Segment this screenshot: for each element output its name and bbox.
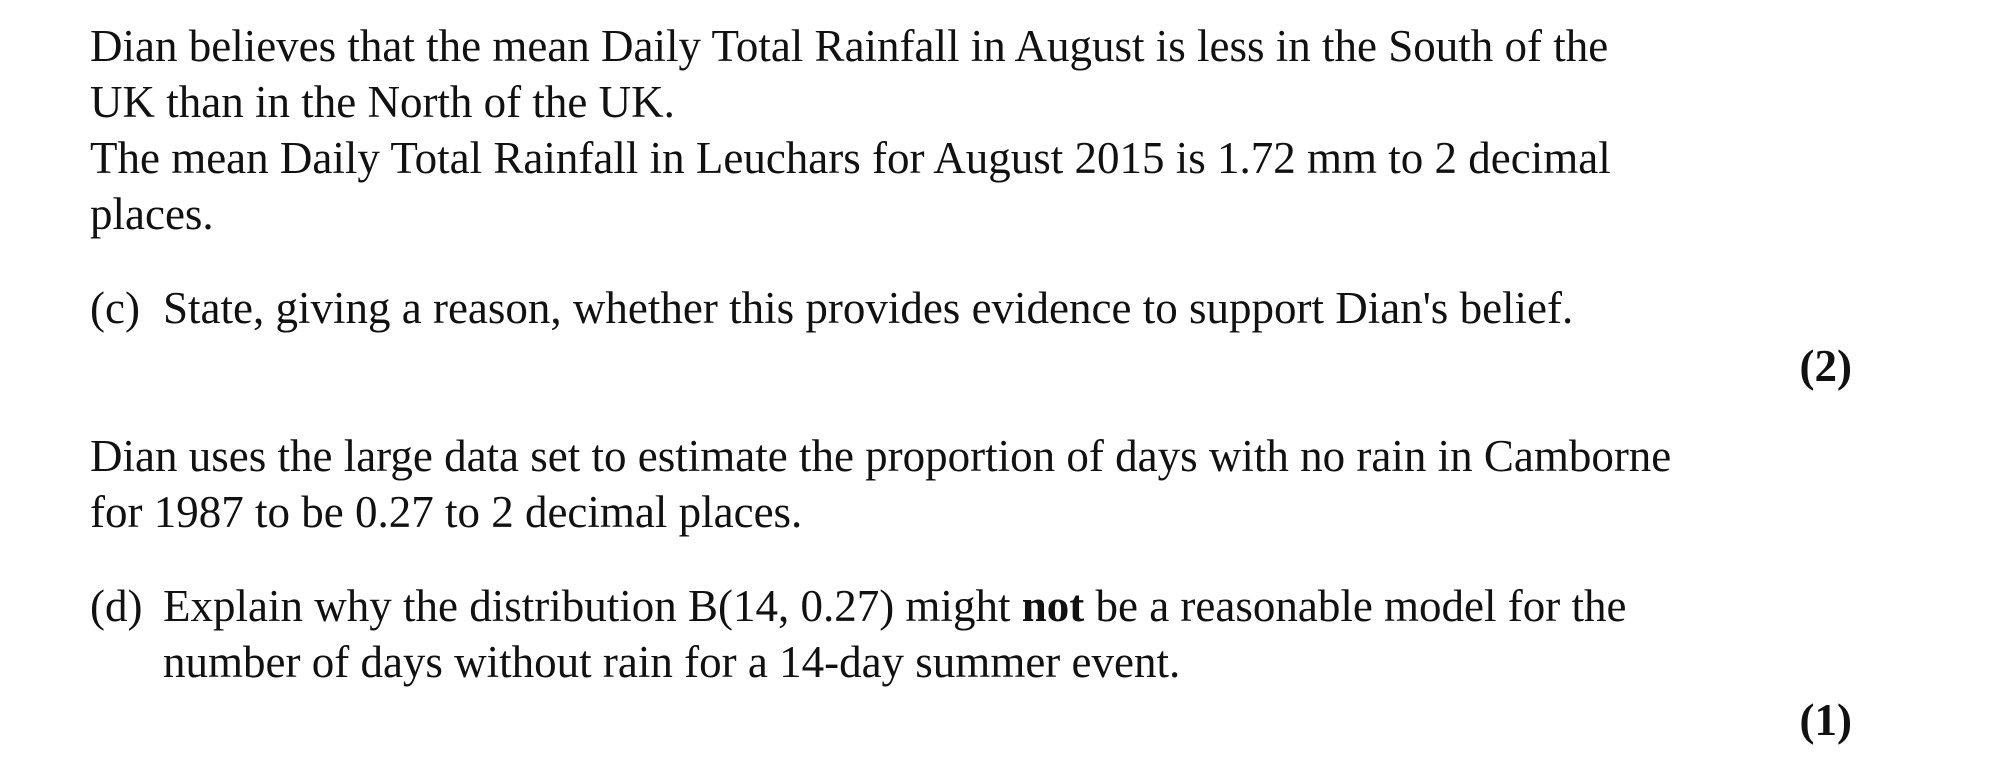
part-d-emphasis: not [1021, 581, 1085, 631]
part-d-label: (d) [90, 581, 143, 631]
intro-line-2: UK than in the North of the UK. [90, 77, 675, 127]
part-d-marks: (1) [1799, 695, 1852, 745]
context-d-line-1: Dian uses the large data set to estimate the proportion of days with no rain in Camborne [90, 431, 1672, 481]
part-c-text: State, giving a reason, whether this provides evidence to support Dian's belief. [163, 283, 1574, 333]
part-d-line-2: number of days without rain for a 14-day summer event. [163, 637, 1181, 687]
intro-line-3: The mean Daily Total Rainfall in Leuchars for August 2015 is 1.72 mm to 2 decimal [90, 133, 1611, 183]
part-d-text-before: Explain why the distribution B(14, 0.27) might [163, 581, 1022, 631]
part-c-marks: (2) [1799, 341, 1852, 391]
part-d-text-after: be a reasonable model for the [1084, 581, 1627, 631]
intro-line-1: Dian believes that the mean Daily Total Rainfall in August is less in the South of the [90, 21, 1609, 71]
part-c-question [90, 280, 1573, 336]
intro-line-4: places. [90, 189, 214, 239]
part-c-label: (c) [90, 283, 140, 333]
part-d-question [90, 578, 1626, 634]
context-d-line-2: for 1987 to be 0.27 to 2 decimal places. [90, 487, 803, 537]
